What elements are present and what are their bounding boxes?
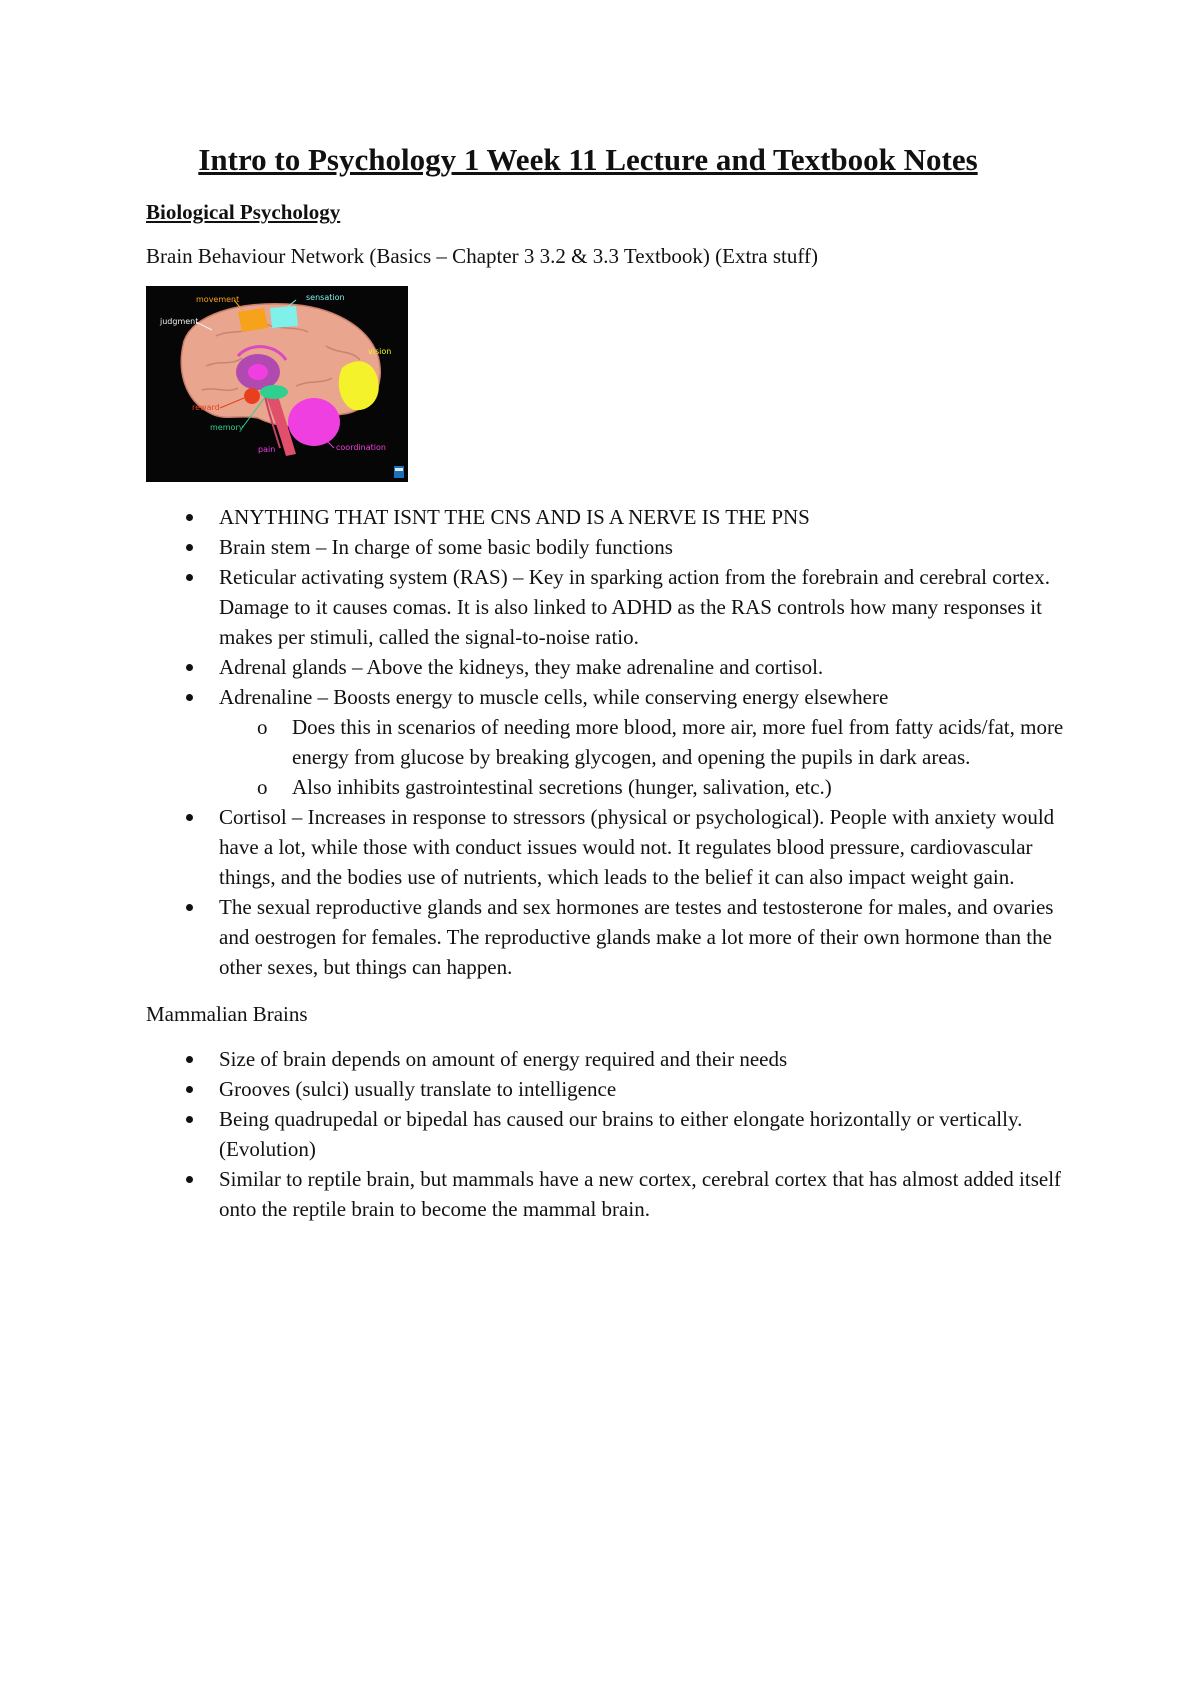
- movement-region: [238, 308, 268, 332]
- bullet-dot-icon: [186, 1116, 193, 1123]
- list-item: [146, 532, 1066, 562]
- list-item: [146, 562, 1066, 652]
- list-item-text: Reticular activating system (RAS) – Key in sparking action from the forebrain and cerebral cortex. Damage to it causes comas. It is also linked to ADHD as the RAS controls how many responses it makes per stimuli, called the signal-to-noise ratio.: [219, 565, 1050, 649]
- bullet-dot-icon: [186, 664, 193, 671]
- label-judgment: judgment: [160, 317, 199, 326]
- list-item: [146, 1074, 1066, 1104]
- label-memory: memory: [210, 423, 244, 432]
- list-item-text: Adrenal glands – Above the kidneys, they make adrenaline and cortisol.: [219, 655, 824, 679]
- sub-list-item: [219, 772, 1066, 802]
- document-page: [146, 140, 1066, 1242]
- sub-bullet-marker: o: [257, 715, 268, 739]
- label-movement: movement: [196, 295, 240, 304]
- bullet-dot-icon: [186, 544, 193, 551]
- label-reward: reward: [192, 403, 220, 412]
- cerebellum-region: [288, 398, 340, 446]
- brain-diagram-image: [146, 286, 408, 482]
- bullet-dot-icon: [186, 514, 193, 521]
- list-item: [146, 1164, 1066, 1224]
- publisher-logo-icon: [394, 466, 404, 478]
- list-item-text: ANYTHING THAT ISNT THE CNS AND IS A NERVE IS THE PNS: [219, 505, 810, 529]
- list-item: [146, 682, 1066, 802]
- list-item-text: Brain stem – In charge of some basic bodily functions: [219, 535, 673, 559]
- sub-list: [219, 712, 1066, 802]
- mammalian-bullet-list: [146, 1044, 1066, 1224]
- list-item-text: Being quadrupedal or bipedal has caused our brains to either elongate horizontally or vertically. (Evolution): [219, 1107, 1023, 1161]
- bullet-dot-icon: [186, 574, 193, 581]
- subheading-mammalian-brains: Mammalian Brains: [146, 1002, 308, 1026]
- bullet-dot-icon: [186, 694, 193, 701]
- list-item-text: Similar to reptile brain, but mammals have a new cortex, cerebral cortex that has almost added itself onto the reptile brain to become the mammal brain.: [219, 1167, 1062, 1221]
- list-item: [146, 1044, 1066, 1074]
- list-item: [146, 1104, 1066, 1164]
- bullet-dot-icon: [186, 1176, 193, 1183]
- reward-region: [244, 388, 260, 404]
- bullet-dot-icon: [186, 904, 193, 911]
- sensation-region: [270, 306, 298, 328]
- network-bullet-list: [146, 502, 1066, 982]
- label-vision: vision: [368, 347, 392, 356]
- sub-list-item-text: Also inhibits gastrointestinal secretions (hunger, salivation, etc.): [292, 775, 832, 799]
- sub-list-item-text: Does this in scenarios of needing more blood, more air, more fuel from fatty acids/fat, more energy from glucose by breaking glycogen, and opening the pupils in dark areas.: [292, 715, 1064, 769]
- bullet-dot-icon: [186, 814, 193, 821]
- memory-region: [260, 385, 288, 399]
- list-item-text: Cortisol – Increases in response to stressors (physical or psychological). People with anxiety would have a lot, while those with conduct issues would not. It regulates blood pressure, cardiovascular things, and the bodies use of nutrients, which leads to the belief it can also impact weight gain.: [219, 805, 1055, 889]
- list-item-text: The sexual reproductive glands and sex hormones are testes and testosterone for males, and ovaries and oestrogen for females. The reproductive glands make a lot more of their own hormone than the other sexes, but things can happen.: [219, 895, 1054, 979]
- label-sensation: sensation: [306, 293, 345, 302]
- bullet-dot-icon: [186, 1086, 193, 1093]
- subheading-brain-behaviour-network: Brain Behaviour Network (Basics – Chapter 3 3.2 & 3.3 Textbook) (Extra stuff): [146, 244, 818, 268]
- list-item: [146, 892, 1066, 982]
- brain-diagram-svg: [146, 286, 408, 482]
- list-item: [146, 652, 1066, 682]
- list-item-text: Adrenaline – Boosts energy to muscle cells, while conserving energy elsewhere: [219, 685, 889, 709]
- list-item-text: Size of brain depends on amount of energy required and their needs: [219, 1047, 788, 1071]
- section-heading-biological-psychology: Biological Psychology: [146, 200, 341, 224]
- label-pain: pain: [258, 445, 276, 454]
- page-title: Intro to Psychology 1 Week 11 Lecture and Textbook Notes: [198, 142, 978, 177]
- bullet-dot-icon: [186, 1056, 193, 1063]
- list-item: [146, 802, 1066, 892]
- sub-list-item: [219, 712, 1066, 772]
- list-item: [146, 502, 1066, 532]
- sub-bullet-marker: o: [257, 775, 268, 799]
- list-item-text: Grooves (sulci) usually translate to intelligence: [219, 1077, 617, 1101]
- label-coordination: coordination: [336, 443, 386, 452]
